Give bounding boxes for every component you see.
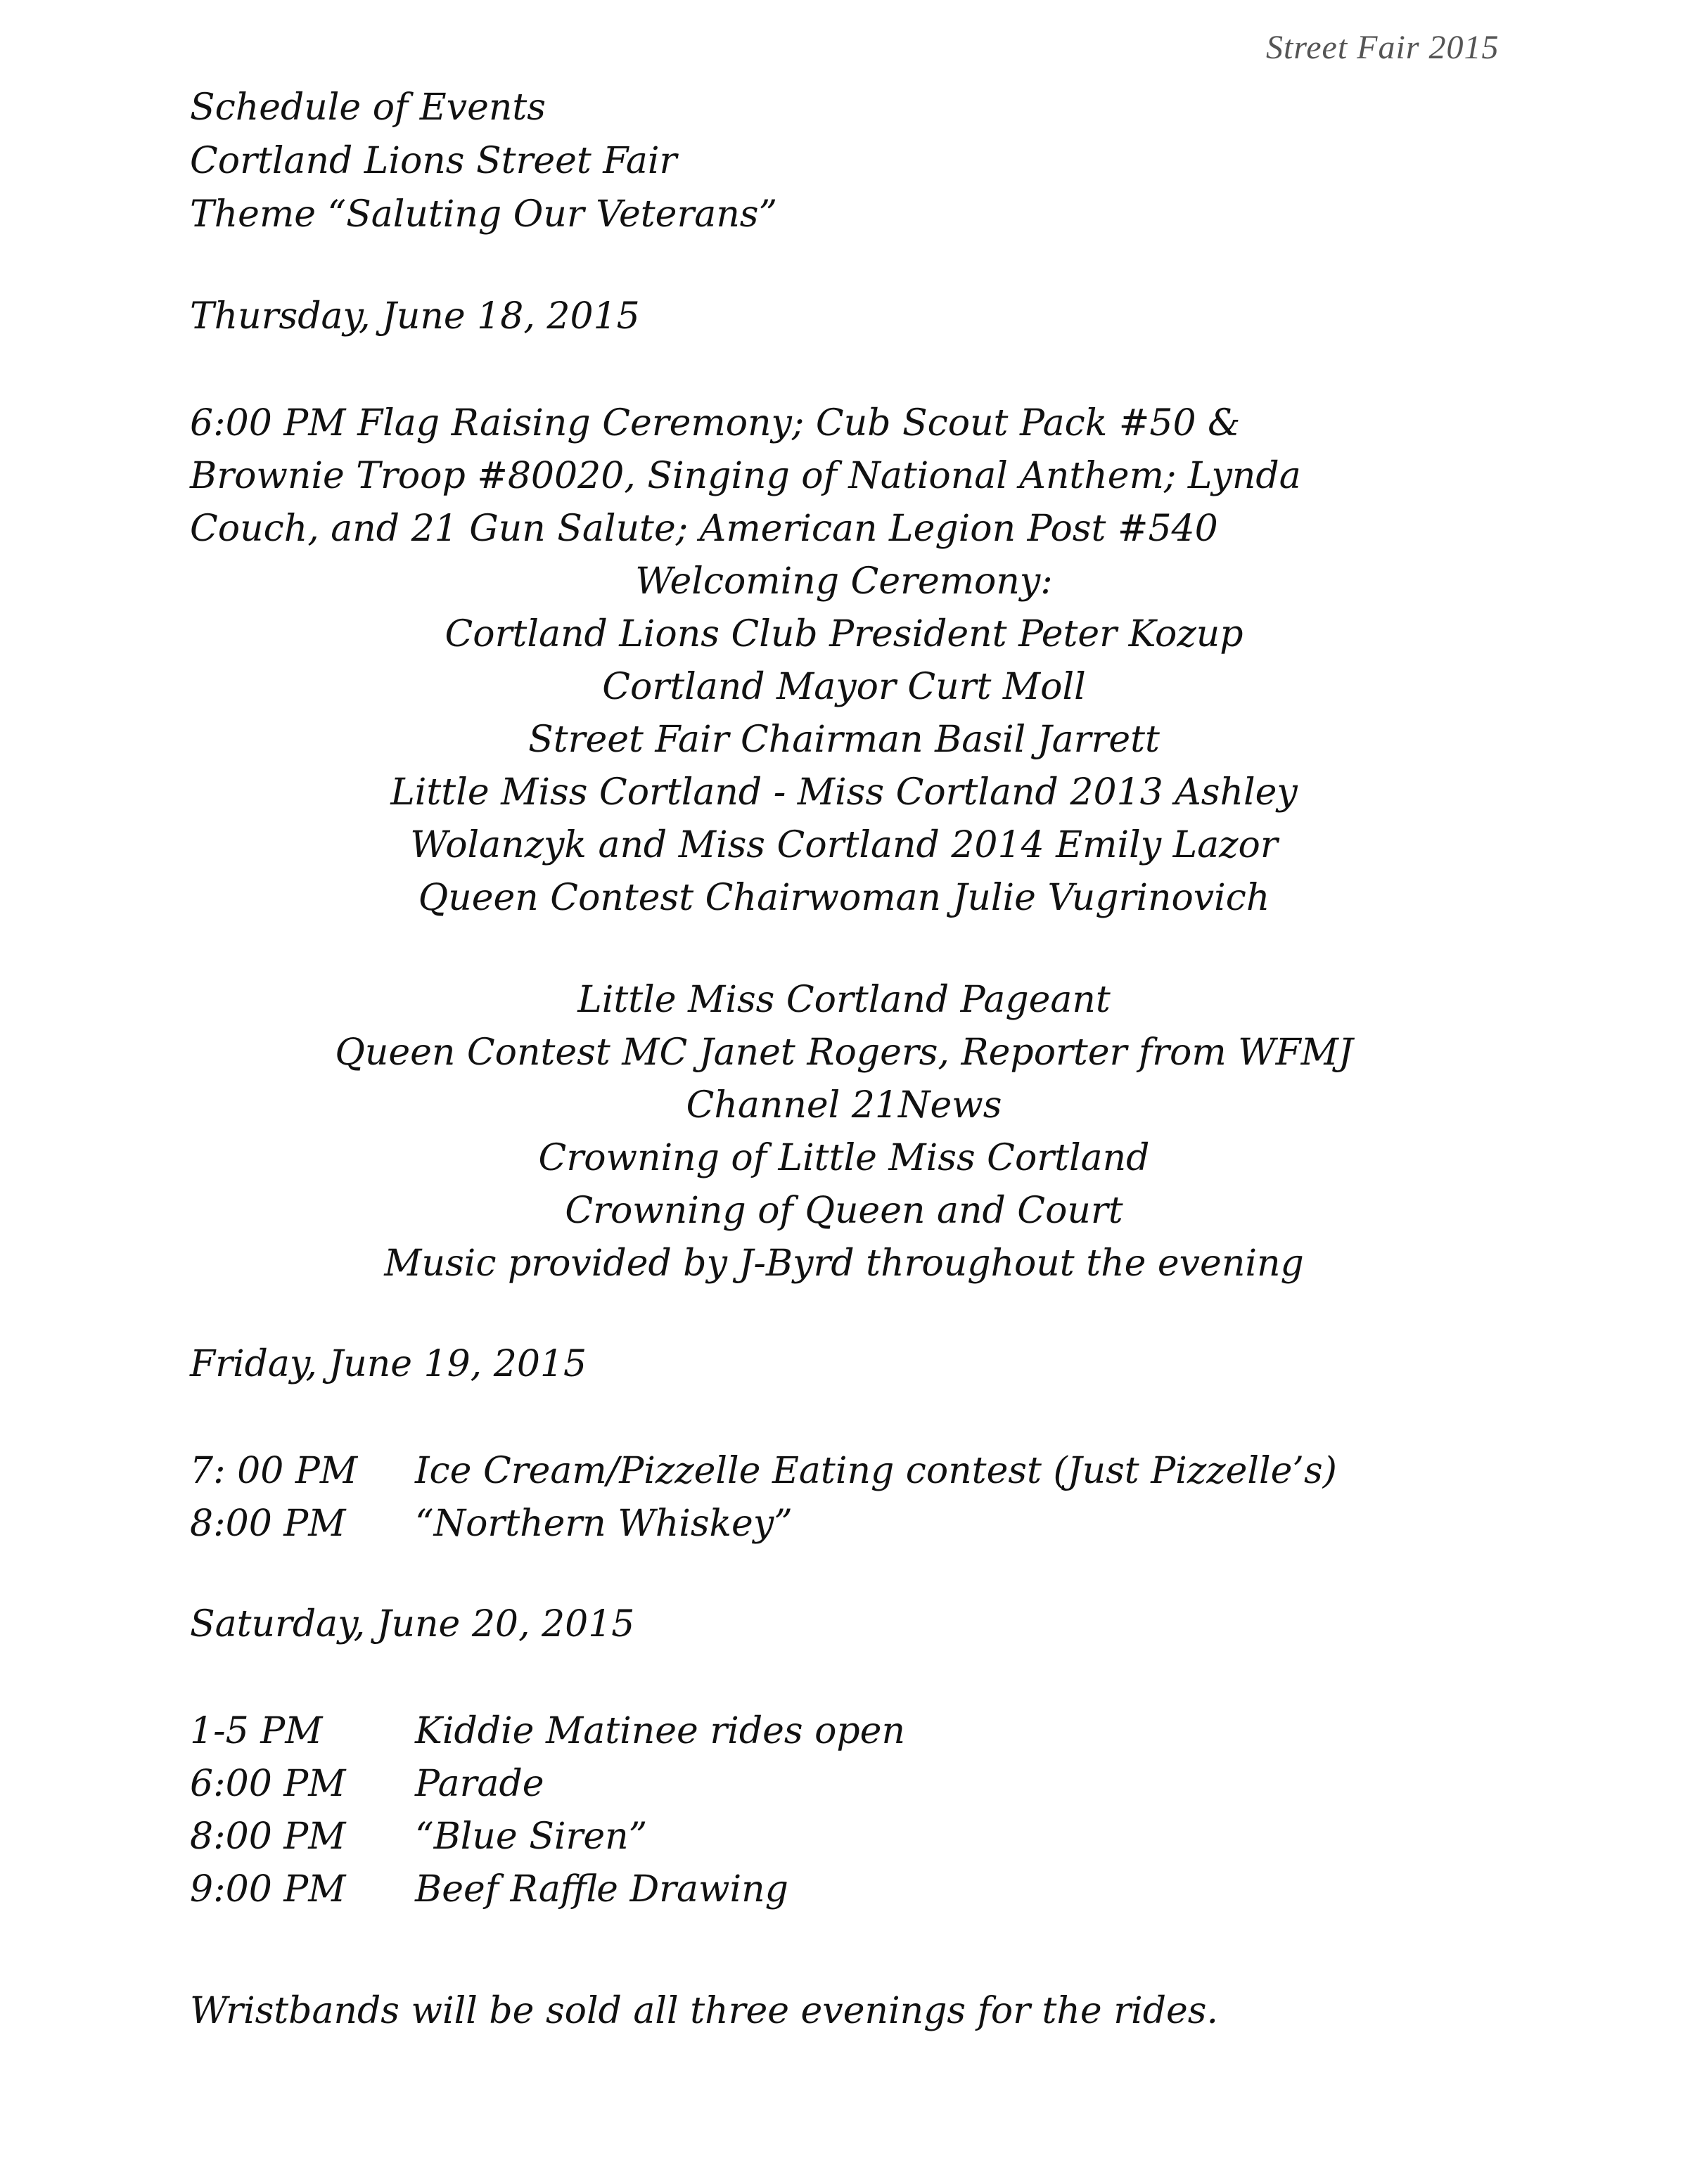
pageant-block (190, 974, 1498, 1290)
saturday-heading: Saturday, June 20, 2015 (190, 1603, 635, 1645)
thursday-opening-paragraph (190, 397, 1498, 555)
wristband-note: Wristbands will be sold all three evenings for the rides. (190, 1990, 1218, 2032)
pageant-line: Channel 21News (686, 1084, 1002, 1126)
schedule-row (190, 1705, 905, 1758)
event-description: “Northern Whiskey” (415, 1503, 793, 1545)
event-time: 1-5 PM (190, 1710, 323, 1752)
event-description: Beef Raffle Drawing (415, 1868, 788, 1910)
document-header (190, 81, 777, 241)
header-line-event-name: Cortland Lions Street Fair (190, 140, 677, 182)
thursday-opening-line: Brownie Troop #80020, Singing of National Anthem; Lynda (190, 455, 1301, 497)
friday-schedule (190, 1445, 1337, 1550)
pageant-line: Music provided by J-Byrd throughout the evening (384, 1242, 1304, 1285)
header-line-schedule: Schedule of Events (190, 86, 546, 129)
welcoming-line: Wolanzyk and Miss Cortland 2014 Emily Lazor (410, 824, 1278, 866)
event-time: 6:00 PM (190, 1763, 346, 1805)
event-time: 7: 00 PM (190, 1450, 358, 1492)
pageant-line: Crowning of Queen and Court (565, 1190, 1123, 1232)
welcoming-line: Welcoming Ceremony: (635, 560, 1053, 603)
schedule-row (190, 1863, 905, 1916)
pageant-line: Little Miss Cortland Pageant (577, 979, 1111, 1021)
thursday-opening-line: Couch, and 21 Gun Salute; American Legion Post #540 (190, 508, 1218, 550)
event-time: 8:00 PM (190, 1503, 346, 1545)
thursday-opening-line: 6:00 PM Flag Raising Ceremony; Cub Scout Pack #50 & (190, 402, 1241, 444)
welcoming-line: Queen Contest Chairwoman Julie Vugrinovich (418, 877, 1270, 919)
welcoming-line: Cortland Lions Club President Peter Kozup (445, 613, 1243, 655)
friday-heading: Friday, June 19, 2015 (190, 1343, 587, 1385)
handwritten-note: Street Fair 2015 (1266, 29, 1500, 66)
event-time: 9:00 PM (190, 1868, 346, 1910)
schedule-row (190, 1811, 905, 1863)
header-line-theme: Theme “Saluting Our Veterans” (190, 193, 778, 236)
saturday-schedule (190, 1705, 905, 1916)
event-description: Ice Cream/Pizzelle Eating contest (Just Pizzelle’s) (415, 1450, 1337, 1492)
pageant-line: Crowning of Little Miss Cortland (538, 1137, 1150, 1179)
event-description: Kiddie Matinee rides open (415, 1710, 905, 1752)
event-description: “Blue Siren” (415, 1816, 648, 1858)
welcoming-line: Cortland Mayor Curt Moll (602, 666, 1086, 708)
thursday-heading: Thursday, June 18, 2015 (190, 295, 640, 338)
event-time: 8:00 PM (190, 1816, 346, 1858)
schedule-row (190, 1498, 1337, 1550)
event-description: Parade (415, 1763, 544, 1805)
welcoming-line: Street Fair Chairman Basil Jarrett (528, 719, 1160, 761)
welcoming-line: Little Miss Cortland - Miss Cortland 2013 Ashley (390, 771, 1298, 814)
welcoming-ceremony-block (190, 555, 1498, 925)
pageant-line: Queen Contest MC Janet Rogers, Reporter from WFMJ (335, 1032, 1353, 1074)
schedule-row (190, 1445, 1337, 1498)
schedule-row (190, 1758, 905, 1811)
